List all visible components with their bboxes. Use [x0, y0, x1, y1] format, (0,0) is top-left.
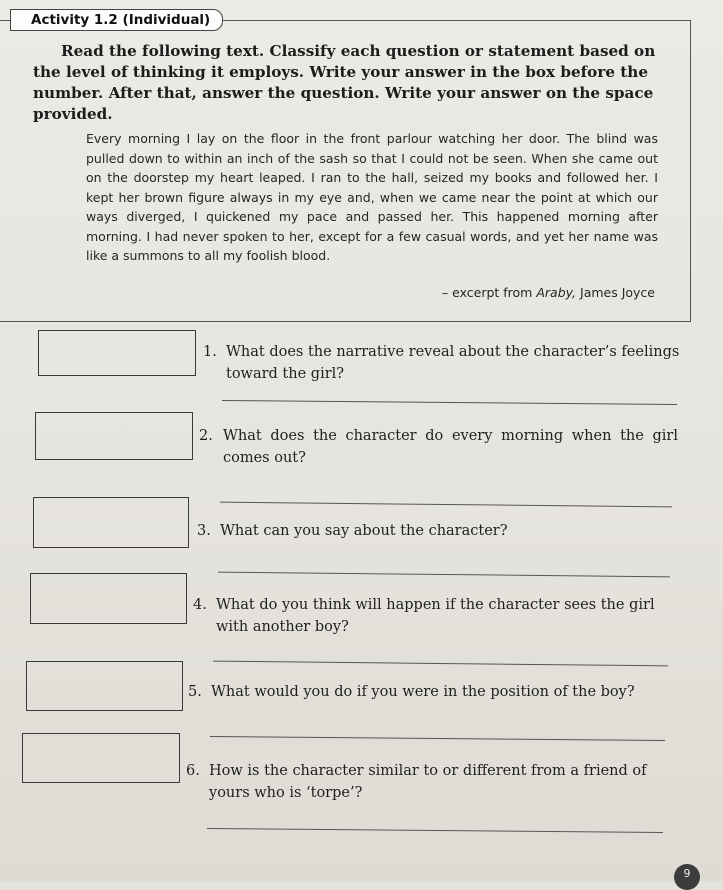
- attribution-author: James Joyce: [576, 285, 655, 300]
- question-text-3: What can you say about the character?: [220, 523, 508, 539]
- answer-line-6[interactable]: [207, 828, 663, 833]
- answer-box-2[interactable]: [35, 412, 193, 460]
- answer-box-1[interactable]: [38, 330, 196, 376]
- answer-box-5[interactable]: [26, 661, 183, 711]
- instructions: Read the following text. Classify each question or statement based on the level of thinking it employs. Write your answer in the box before the number. After that, answer the question. Write your answer on the space provided.: [33, 42, 656, 123]
- attribution-title: Araby,: [536, 285, 577, 300]
- question-text-6: How is the character similar to or different from a friend of yours who is ‘torpe’?: [209, 763, 647, 801]
- question-number-2: 2.: [199, 428, 213, 444]
- answer-line-3[interactable]: [218, 572, 670, 578]
- question-number-3: 3.: [197, 523, 211, 539]
- question-text-4: What do you think will happen if the character sees the girl with another boy?: [216, 597, 655, 635]
- question-text-2: What does the character do every morning when the girl comes out?: [223, 428, 678, 466]
- attribution-prefix: – excerpt from: [441, 285, 537, 300]
- passage: [86, 129, 658, 266]
- answer-line-5[interactable]: [210, 736, 665, 741]
- answer-line-1[interactable]: [222, 400, 677, 405]
- passage-text: Every morning I lay on the floor in the front parlour watching her door. The blind was pulled down to within an inch of the sash so that I could not be seen. When she came out on the doorstep my heart leaped. I ran to the hall, seized my books and followed her. I kept her brown figure always in my eye and, when we came near the point at which our ways diverged, I quickened my pace and passed her. This happened morning after morning. I had never spoken to her, except for a few casual words, and yet her name was like a summons to all my foolish blood.: [86, 131, 658, 263]
- question-number-1: 1.: [203, 344, 217, 360]
- question-number-4: 4.: [193, 597, 207, 613]
- activity-label: Activity 1.2 (Individual): [10, 9, 223, 31]
- answer-box-4[interactable]: [30, 573, 187, 624]
- excerpt-attribution: [380, 285, 655, 300]
- question-text-1: What does the narrative reveal about the character’s feelings toward the girl?: [226, 344, 680, 382]
- answer-line-4[interactable]: [213, 661, 668, 667]
- question-number-6: 6.: [186, 763, 200, 779]
- page-number: 9: [674, 864, 700, 890]
- answer-box-6[interactable]: [22, 733, 180, 783]
- question-text-5: What would you do if you were in the position of the boy?: [211, 684, 635, 700]
- answer-box-3[interactable]: [33, 497, 189, 548]
- answer-line-2[interactable]: [220, 502, 672, 508]
- question-number-5: 5.: [188, 684, 202, 700]
